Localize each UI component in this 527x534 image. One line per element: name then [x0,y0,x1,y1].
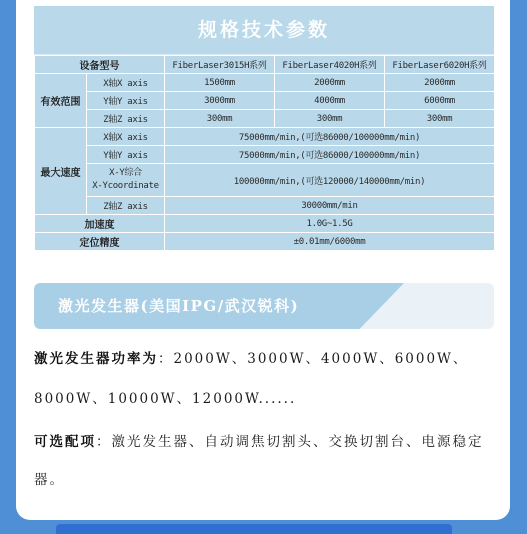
options-label: 可选配项 [34,434,96,450]
axis-label: Z轴Z axis [87,197,165,215]
model-name: FiberLaser3015H系列 [165,56,275,74]
content-card [16,0,510,520]
axis-label: Y轴Y axis [87,92,165,110]
table-row [35,128,495,146]
table-cell: 1.0G~1.5G [165,215,495,233]
table-cell: 100000mm/min,(可选120000/140000mm/min) [165,164,495,197]
table-row [35,146,495,164]
table-cell: 300mm [385,110,495,128]
next-section-tab [56,524,452,534]
options-values: 激光发生器、自动调焦切割头、交换切割台、电源稳定器。 [34,434,484,488]
positioning-label: 定位精度 [35,233,165,251]
table-row [35,56,495,74]
table-cell: 4000mm [275,92,385,110]
axis-label-line: X-Ycoordinate [92,181,159,191]
table-row [35,164,495,197]
table-row [35,233,495,251]
laser-generator-banner [34,283,494,329]
axis-label: Y轴Y axis [87,146,165,164]
table-cell: 6000mm [385,92,495,110]
spec-title: 规格技术参数 [34,6,494,55]
model-header: 设备型号 [35,56,165,74]
table-row [35,74,495,92]
range-label: 有效范围 [35,74,87,128]
table-row [35,92,495,110]
table-cell: ±0.01mm/6000mm [165,233,495,251]
table-cell: 3000mm [165,92,275,110]
axis-label: X轴X axis [87,128,165,146]
table-cell: 1500mm [165,74,275,92]
model-name: FiberLaser4020H系列 [275,56,385,74]
table-cell: 75000mm/min,(可选86000/100000mm/min) [165,146,495,164]
table-cell: 300mm [275,110,385,128]
options-colon: ： [96,434,112,450]
axis-label-xy [87,164,165,197]
table-cell: 2000mm [385,74,495,92]
table-cell: 75000mm/min,(可选86000/100000mm/min) [165,128,495,146]
acceleration-label: 加速度 [35,215,165,233]
table-row [35,215,495,233]
axis-label: Z轴Z axis [87,110,165,128]
banner-title: 激光发生器(美国IPG/武汉锐科) [58,297,300,315]
spec-section [34,6,494,251]
axis-label: X轴X axis [87,74,165,92]
table-row [35,197,495,215]
power-label: 激光发生器功率为 [34,351,158,367]
table-cell: 300mm [165,110,275,128]
options-paragraph [34,423,496,499]
table-row [35,110,495,128]
table-cell: 2000mm [275,74,385,92]
speed-label: 最大速度 [35,128,87,215]
model-name: FiberLaser6020H系列 [385,56,495,74]
power-values: 2000W、3000W、4000W、6000W、8000W、10000W、12000W...... [34,351,469,407]
power-paragraph [34,339,496,419]
power-colon: ： [158,351,174,367]
spec-table [34,55,495,251]
axis-label-line: X-Y综合 [109,168,142,178]
table-cell: 30000mm/min [165,197,495,215]
